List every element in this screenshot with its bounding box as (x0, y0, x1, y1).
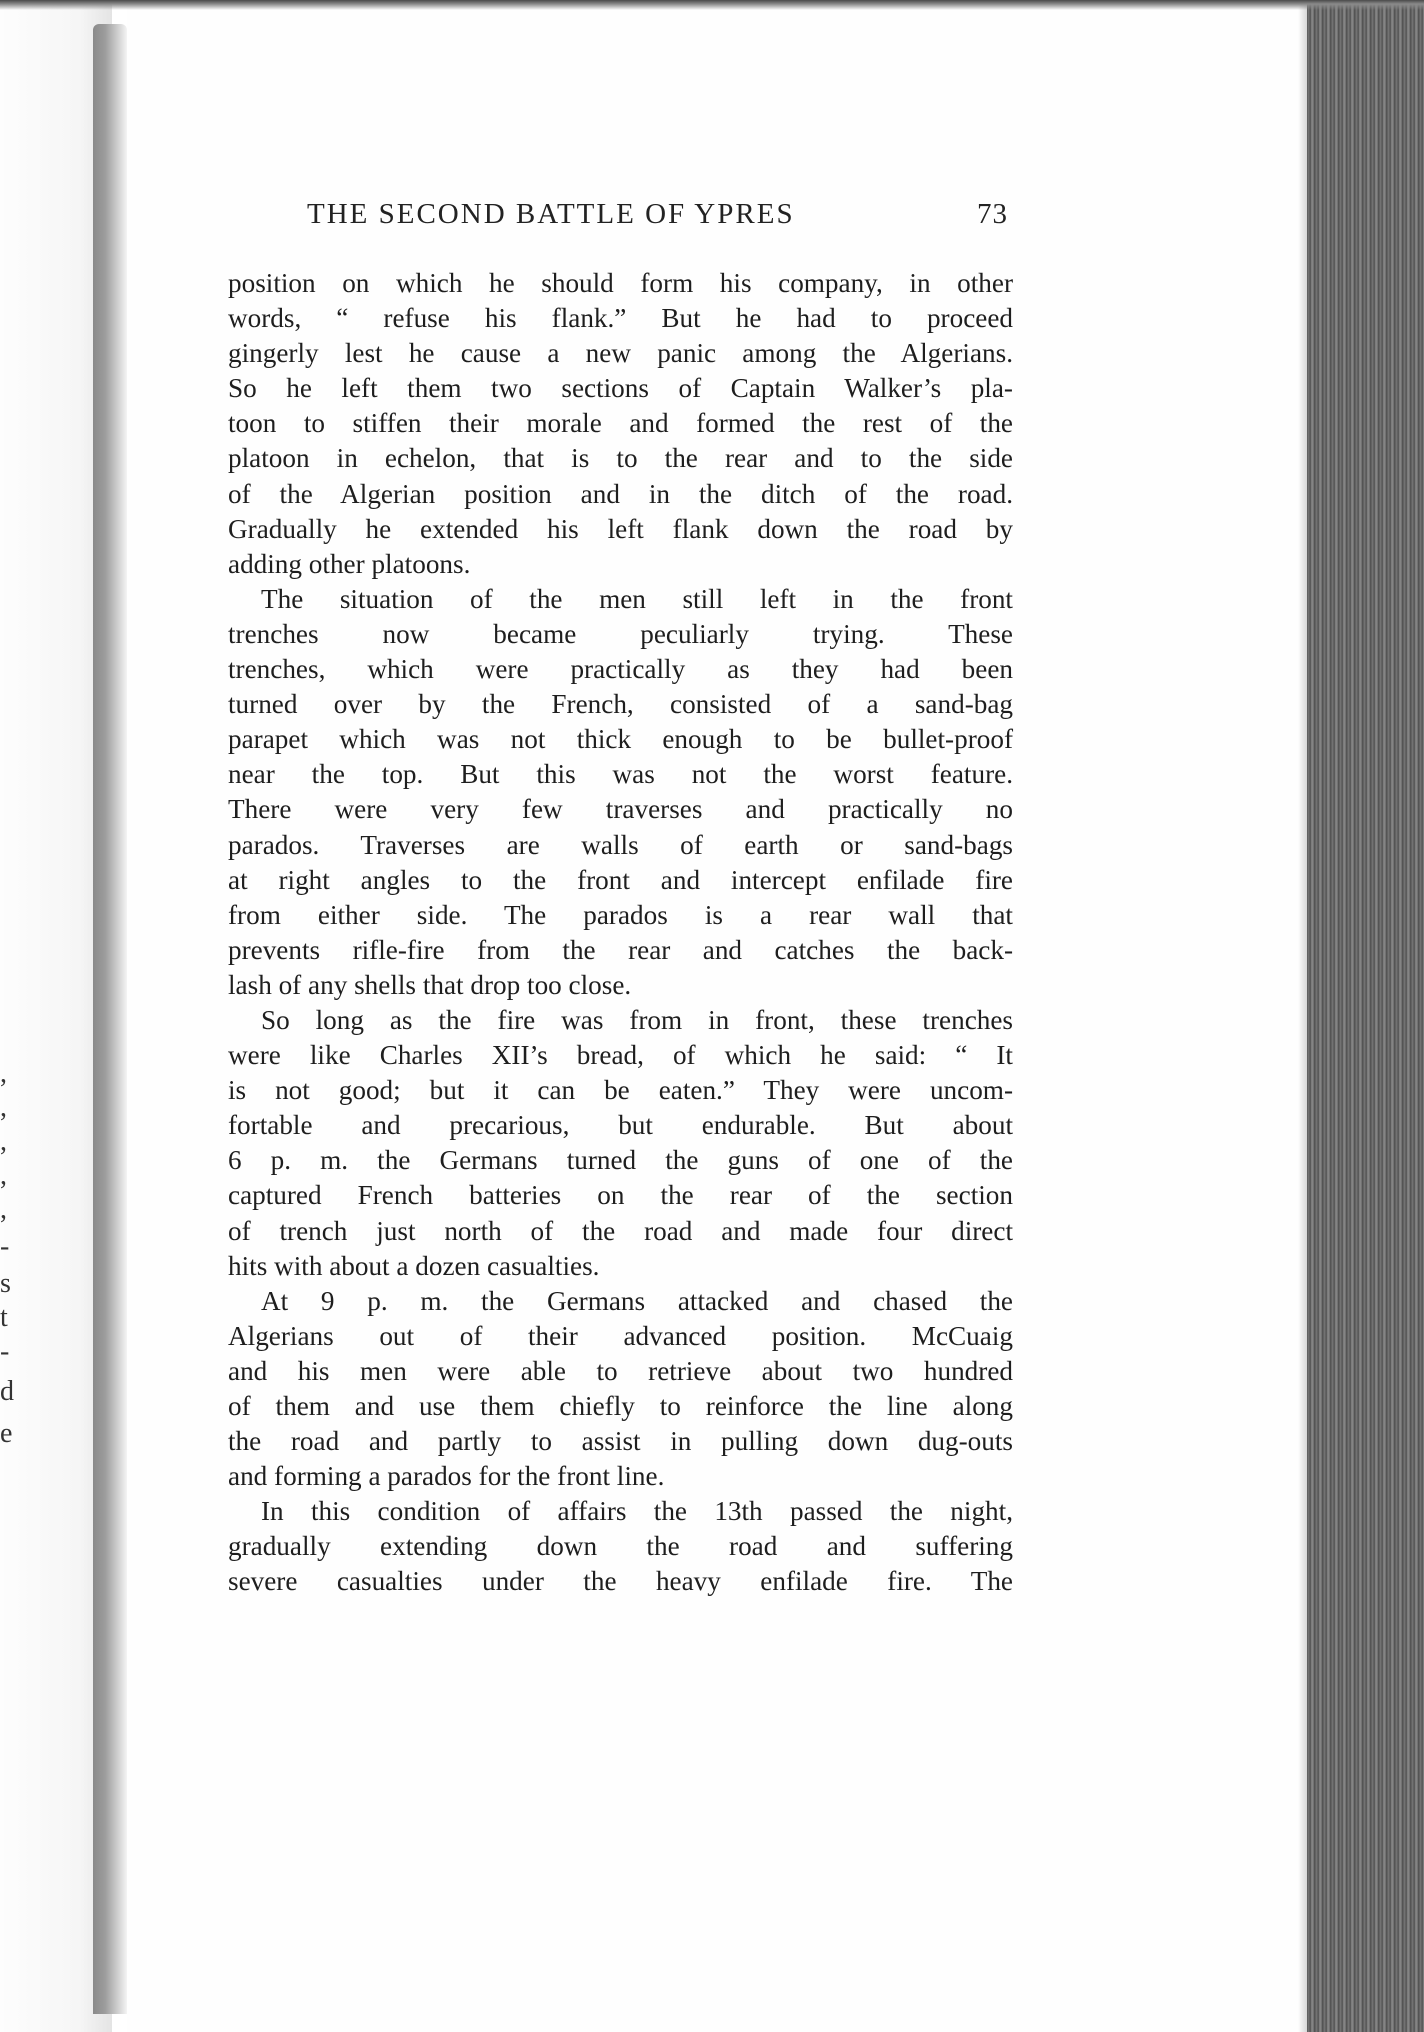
page-number: 73 (977, 198, 1008, 230)
text-line: words, “ refuse his flank.” But he had to proceed (228, 303, 1013, 334)
text-line: near the top. But this was not the worst feature. (228, 759, 1013, 790)
text-line: parapet which was not thick enough to be bullet-proof (228, 724, 1013, 755)
facing-page-glyph: , (0, 1092, 7, 1123)
text-line: In this condition of affairs the 13th passed the night, (261, 1496, 1013, 1527)
text-line: severe casualties under the heavy enfilade fire. The (228, 1566, 1013, 1597)
text-line: gingerly lest he cause a new panic among the Algerians. (228, 338, 1013, 369)
book-fore-edge (1307, 0, 1424, 2032)
text-line: fortable and precarious, but endurable. But about (228, 1110, 1013, 1141)
facing-page-glyph: - (0, 1231, 10, 1262)
scan-top-shadow (0, 0, 1424, 10)
text-line: captured French batteries on the rear of the section (228, 1180, 1013, 1211)
text-line: is not good; but it can be eaten.” They were uncom- (228, 1075, 1013, 1106)
facing-page-glyph: , (0, 1194, 7, 1225)
text-line: trenches now became peculiarly trying. These (228, 618, 1013, 649)
text-line: At 9 p. m. the Germans attacked and chased the (261, 1285, 1013, 1316)
facing-page-glyph: d (0, 1376, 14, 1407)
text-line: Algerians out of their advanced position. McCuaig (228, 1320, 1013, 1351)
text-line: were like Charles XII’s bread, of which he said: “ It (228, 1040, 1013, 1071)
text-line: 6 p. m. the Germans turned the guns of one of the (228, 1145, 1013, 1176)
text-line: adding other platoons. (228, 548, 471, 579)
text-line: trenches, which were practically as they had been (228, 654, 1013, 685)
text-line: platoon in echelon, that is to the rear and to the side (228, 443, 1013, 474)
text-line: at right angles to the front and intercept enfilade fire (228, 864, 1013, 895)
facing-page-text-fragments (0, 0, 14, 2032)
text-line: lash of any shells that drop too close. (228, 969, 632, 1000)
text-line: The situation of the men still left in the front (261, 583, 1013, 614)
text-line: There were very few traverses and practically no (228, 794, 1013, 825)
facing-page-glyph: , (0, 1058, 7, 1089)
running-head-title: THE SECOND BATTLE OF YPRES (307, 198, 795, 230)
text-line: prevents rifle-fire from the rear and catches the back- (228, 934, 1013, 965)
facing-page-glyph: t (0, 1302, 8, 1333)
body-text (228, 266, 1013, 1600)
text-line: toon to stiffen their morale and formed the rest of the (228, 408, 1013, 439)
text-line: Gradually he extended his left flank down the road by (228, 513, 1013, 544)
text-line: position on which he should form his company, in other (228, 268, 1013, 298)
paragraph (228, 266, 1013, 582)
facing-page-glyph: e (0, 1418, 13, 1449)
text-line: of them and use them chiefly to reinforce the line along (228, 1391, 1013, 1421)
paragraph (228, 1494, 1013, 1599)
text-line: So he left them two sections of Captain Walker’s pla- (228, 373, 1013, 404)
running-head (307, 198, 1008, 242)
text-line: hits with about a dozen casualties. (228, 1250, 600, 1281)
text-line: turned over by the French, consisted of a sand-bag (228, 689, 1013, 720)
text-line: of trench just north of the road and made four direct (228, 1215, 1013, 1246)
book-gutter (93, 24, 127, 2014)
facing-page-glyph: - (0, 1336, 10, 1367)
text-line: gradually extending down the road and suffering (228, 1531, 1013, 1562)
facing-page-glyph: , (0, 1126, 7, 1157)
facing-page-glyph: s (0, 1268, 11, 1299)
text-line: So long as the fire was from in front, these trenches (261, 1004, 1013, 1035)
facing-page-glyph: , (0, 1160, 7, 1191)
paragraph (228, 1284, 1013, 1495)
paragraph (228, 582, 1013, 1003)
paragraph (228, 1003, 1013, 1284)
text-line: of the Algerian position and in the ditch of the road. (228, 478, 1013, 509)
text-line: from either side. The parados is a rear wall that (228, 899, 1013, 930)
text-line: parados. Traverses are walls of earth or sand-bags (228, 829, 1013, 860)
text-line: and forming a parados for the front line. (228, 1461, 665, 1492)
text-line: the road and partly to assist in pulling down dug-outs (228, 1426, 1013, 1457)
text-line: and his men were able to retrieve about two hundred (228, 1355, 1013, 1386)
